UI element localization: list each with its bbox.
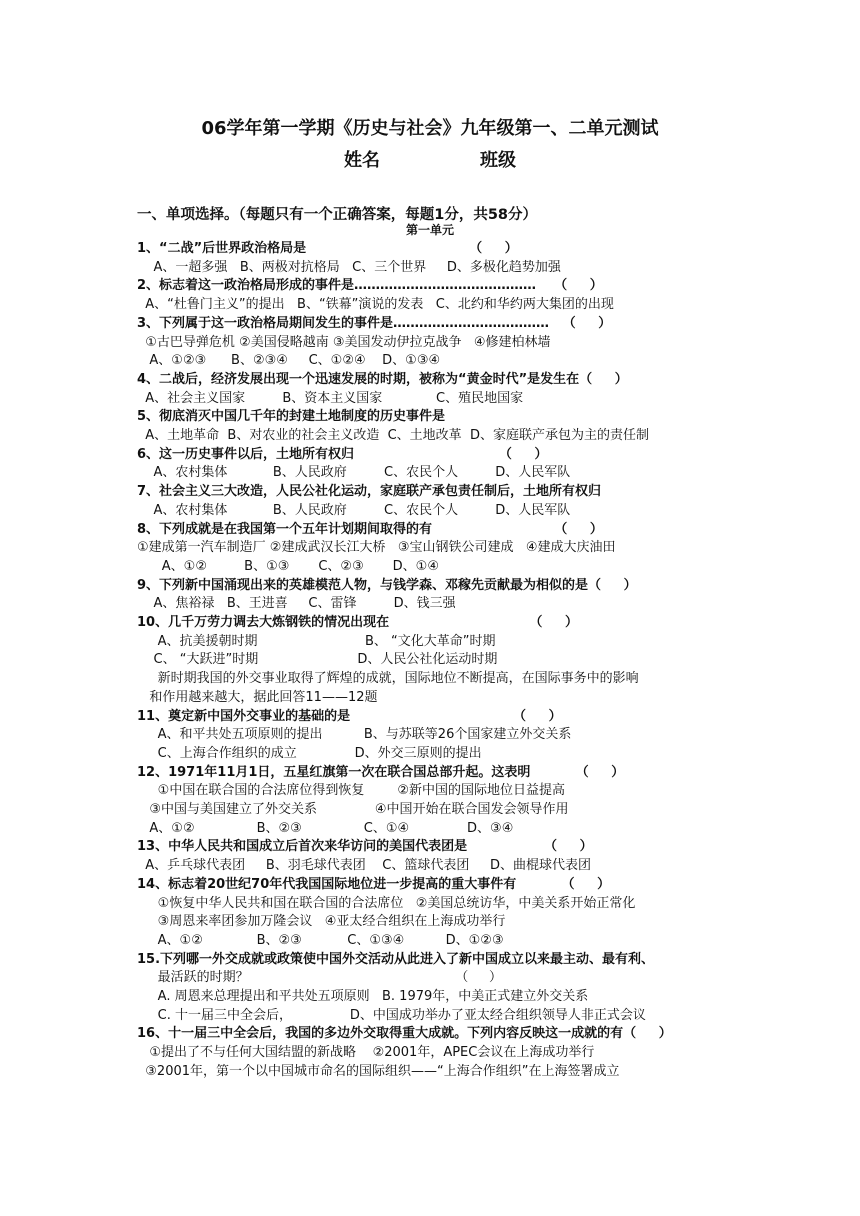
question-line: A、和平共处五项原则的提出 B、与苏联等26个国家建立外交关系: [137, 727, 572, 743]
question-line: ①恢复中华人民共和国在联合国的合法席位 ②美国总统访华，中美关系开始正常化: [137, 895, 636, 911]
question-line: 2、标志着这一政治格局形成的事件是…………………………………… （ ）: [137, 278, 603, 294]
unit-label: 第一单元: [405, 223, 454, 237]
question-line: 5、彻底消灭中国几千年的封建土地制度的历史事件是: [137, 409, 446, 425]
question-line: 10、几千万劳力调去大炼钢铁的情况出现在 （ ）: [137, 615, 579, 630]
question-line: ③2001年，第一个以中国城市命名的国际组织——“上海合作组织”在上海签署成立: [137, 1063, 620, 1079]
question-line: ③中国与美国建立了外交关系 ④中国开始在联合国发会领导作用: [137, 802, 569, 817]
question-line: C、 “大跃进”时期 D、人民公社化运动时期: [137, 652, 498, 668]
question-line: 7、社会主义三大改造，人民公社化运动，家庭联产承包责任制后，土地所有权归: [137, 484, 602, 500]
question-line: A、土地革命 B、对农业的社会主义改造 C、土地改革 D、家庭联产承包为主的责任制: [137, 428, 649, 443]
question-line: C、上海合作组织的成立 D、外交三原则的提出: [137, 745, 482, 761]
question-line: A、“杜鲁门主义”的提出 B、“铁幕”演说的发表 C、北约和华约两大集团的出现: [137, 297, 614, 313]
question-line: A、①② B、②③ C、①④ D、③④: [137, 820, 514, 836]
question-line: 15.下列哪一外交成就或政策使中国外交活动从此进入了新中国成立以来最主动、最有利、: [137, 951, 655, 967]
question-line: ①中国在联合国的合法席位得到恢复 ②新中国的国际地位日益提高: [137, 783, 566, 799]
question-line: A、一超多强 B、两极对抗格局 C、三个世界 D、多极化趋势加强: [137, 259, 561, 275]
question-line: 8、下列成就是在我国第一个五年计划期间取得的有 （ ）: [137, 521, 603, 537]
question-line: 1、“二战”后世界政治格局是 （ ）: [137, 241, 518, 256]
question-line: A. 周恩来总理提出和平共处五项原则 B. 1979年，中美正式建立外交关系: [137, 989, 589, 1004]
question-line: 9、下列新中国涌现出来的英雄模范人物，与钱学森、邓稼先贡献最为相似的是（ ）: [137, 577, 637, 593]
question-line: 14、标志着20世纪70年代我国国际地位进一步提高的重大事件有 （ ）: [137, 876, 611, 892]
name-label: 姓名: [344, 150, 380, 171]
question-line: A、焦裕禄 B、王进喜 C、雷锋 D、钱三强: [137, 596, 456, 612]
question-line: A、乒乓球代表团 B、羽毛球代表团 C、篮球代表团 D、曲棍球代表团: [137, 858, 592, 874]
question-line: A、农村集体 B、人民政府 C、农民个人 D、人民军队: [137, 502, 571, 518]
question-line: ①提出了不与任何大国结盟的新战略 ②2001年，APEC会议在上海成功举行: [137, 1045, 595, 1061]
question-line: 最活跃的时期？ （ ）: [137, 970, 502, 986]
page-title: 06学年第一学期《历史与社会》九年级第一、二单元测试: [201, 118, 659, 139]
question-line: 6、这一历史事件以后，土地所有权归 （ ）: [137, 446, 548, 462]
question-line: ①建成第一汽车制造厂 ②建成武汉长江大桥 ③宝山钢铁公司建成 ④建成大庆油田: [137, 540, 616, 556]
question-line: ①古巴导弹危机 ②美国侵略越南 ③美国发动伊拉克战争 ④修建柏林墙: [137, 334, 551, 350]
name-class-line: [0, 150, 860, 172]
question-line: 12、1971年11月1日，五星红旗第一次在联合国总部升起。这表明 （ ）: [137, 764, 625, 780]
question-line: A、抗美援朝时期 B、 “文化大革命”时期: [137, 633, 496, 649]
question-line: 新时期我国的外交事业取得了辉煌的成就，国际地位不断提高，在国际事务中的影响: [137, 671, 639, 687]
question-line: 11、奠定新中国外交事业的基础的是 （ ）: [137, 708, 562, 724]
question-line: A、①② B、①③ C、②③ D、①④: [137, 558, 439, 574]
question-line: A、①② B、②③ C、①③④ D、①②③: [137, 932, 504, 948]
question-line: C. 十一届三中全会后， D、中国成功举办了亚太经合组织领导人非正式会议: [137, 1007, 646, 1023]
question-line: 和作用越来越大，据此回答11——12题: [137, 689, 378, 705]
question-line: ③周恩来率团参加万隆会议 ④亚太经合组织在上海成功举行: [137, 914, 506, 930]
question-line: A、社会主义国家 B、资本主义国家 C、殖民地国家: [137, 390, 524, 406]
section-heading: 一、单项选择。（每题只有一个正确答案，每题1分，共58分）: [137, 207, 538, 223]
class-label: 班级: [480, 150, 516, 171]
question-line: A、①②③ B、②③④ C、①②④ D、①③④: [137, 353, 441, 369]
question-line: 13、中华人民共和国成立后首次来华访问的美国代表团是 （ ）: [137, 839, 593, 855]
question-line: 16、十一届三中全会后，我国的多边外交取得重大成就。下列内容反映这一成就的有（ ）: [137, 1026, 672, 1042]
question-line: 3、下列属于这一政治格局期间发生的事件是……………………………… （ ）: [137, 315, 612, 331]
question-line: 4、二战后，经济发展出现一个迅速发展的时期，被称为“黄金时代”是发生在（ ）: [137, 371, 628, 387]
question-line: A、农村集体 B、人民政府 C、农民个人 D、人民军队: [137, 465, 571, 481]
